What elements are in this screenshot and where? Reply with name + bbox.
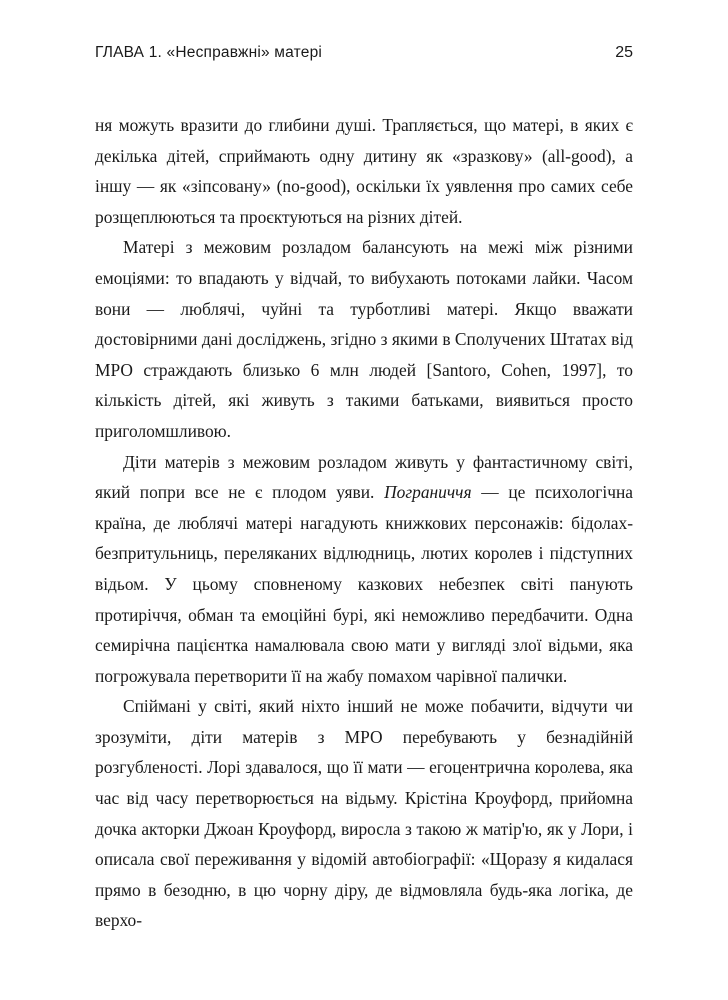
page-body	[95, 110, 633, 936]
paragraph: Спіймані у світі, який ніхто інший не може побачити, відчути чи зрозуміти, діти матерів з МРО перебувають у безнадійній розгубленості. Лорі здавалося, що її мати — егоцентрична королева, яка час від часу перетворюється на відьму. Крістіна Кроуфорд, прийомна дочка акторки Джоан Кроуфорд, виросла з такою ж матір'ю, як у Лори, і описала свої переживання у відомій автобіографії: «Щоразу я кидалася прямо в безодню, в цю чорну діру, де відмовляла будь-яка логіка, де верхо-	[95, 696, 633, 931]
paragraph-segment: — це психологічна країна, де люблячі матері нагадують книжкових персонажів: бідолах-безпритульниць, переляканих відлюдниць, лютих королев і підступних відьом. У цьому сповненому казкових небезпек світі панують протиріччя, обман та емоційні бурі, які неможливо передбачити. Одна семирічна пацієнтка намалювала свою мати у вигляді злої відьми, яка погрожувала перетворити її на жабу помахом чарівної палички.	[95, 482, 634, 686]
paragraph: Матері з межовим розладом балансують на межі між різними емоціями: то впадають у відчай, то вибухають потоками лайки. Часом вони — люблячі, чуйні та турботливі матері. Якщо вважати достовірними дані досліджень, згідно з якими в Сполучених Штатах від МРО страждають близько 6 млн людей [Santoro, Cohen, 1997], то кількість дітей, які живуть з такими батьками, виявиться просто приголомшливою.	[95, 237, 633, 441]
page-header	[95, 44, 633, 68]
paragraph-segment: Діти матерів з межовим розладом живуть у фантастичному світі, який попри все не є плодом уяви.	[95, 451, 633, 503]
emphasis-term: Пограниччя	[384, 482, 472, 503]
page-number: 25	[615, 44, 633, 61]
chapter-title: ГЛАВА 1. «Несправжні» матері	[95, 44, 323, 61]
paragraph: ня можуть вразити до глибини душі. Трапляється, що матері, в яких є декілька дітей, сприймають одну дитину як «зразкову» (all-good), а іншу — як «зіпсовану» (no-good), оскільки їх уявлення про самих себе розщеплюються та проєктуються на різних дітей.	[95, 115, 633, 227]
paragraph	[95, 447, 633, 692]
